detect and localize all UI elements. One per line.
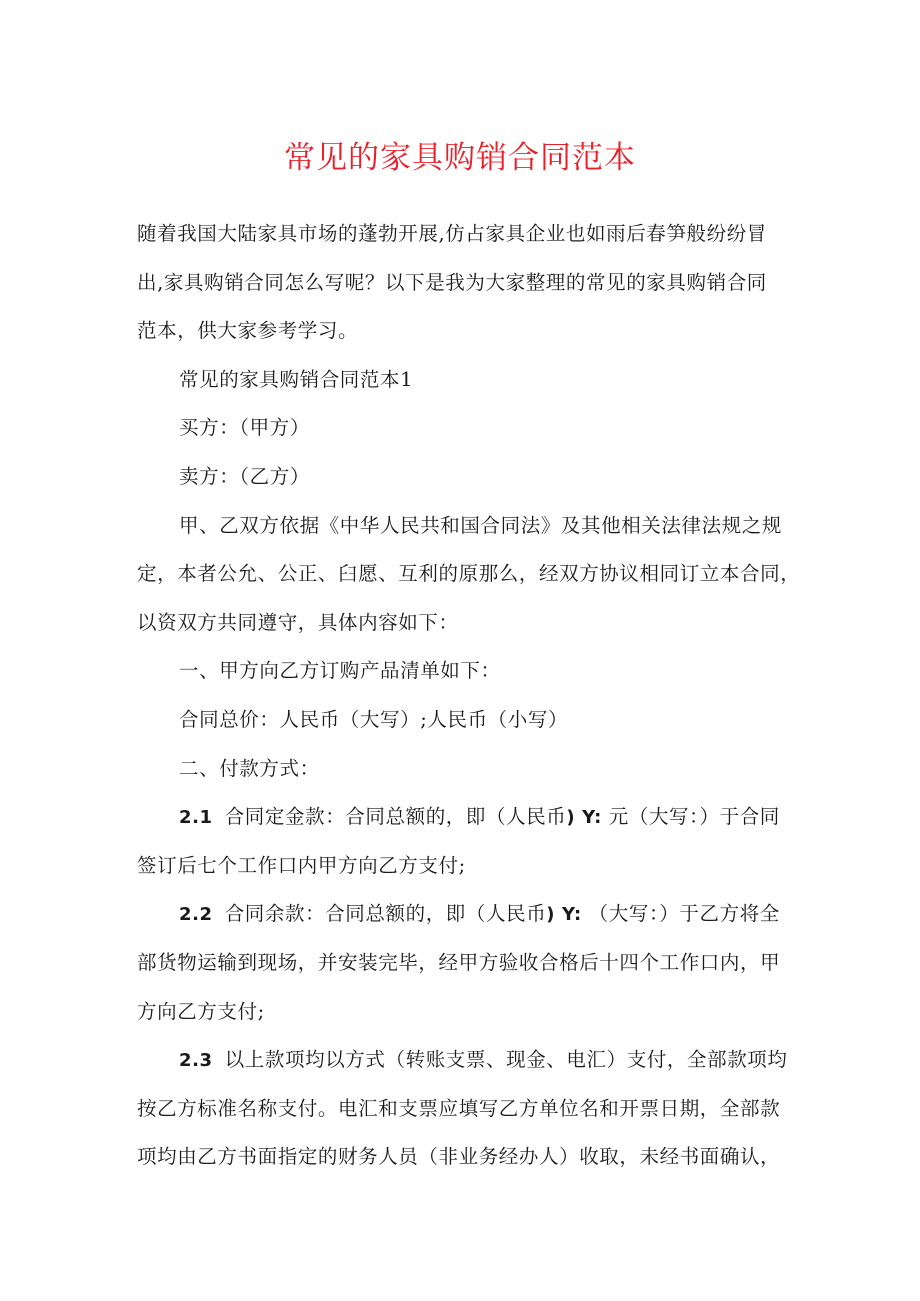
item-2-1-text-c: 元（大写：）于合同 [601,805,780,829]
clause-2-heading: 二、付款方式： [179,756,320,780]
item-2-2-line-1 [137,890,787,939]
item-2-2-line-2: 部货物运输到现场，并安装完毕，经甲方验收合格后十四个工作口内，甲 [137,950,781,974]
intro-line-1: 随着我国大陆家具市场的蓬勃开展,仿占家具企业也如雨后春笋般纷纷冒 [137,222,767,245]
item-2-1-text-b: ) Y: [566,807,602,829]
intro-line-3: 范本，供大家参考学习。 [137,319,359,343]
clause-1-heading: 一、甲方向乙方订购产品清单如下： [179,659,501,683]
item-2-2-number: 2.2 [179,904,213,926]
total-price-line: 合同总价：人民币（大写）;人民币（小写） [179,707,569,731]
item-2-2-text-a: 合同余款：合同总额的，即（人民币 [224,902,547,926]
item-2-2-line-3: 方向乙方支付; [137,999,265,1023]
item-2-3-line-1 [137,1036,787,1085]
item-2-3-number: 2.3 [179,1050,213,1072]
item-2-1-line-1 [137,793,787,842]
item-2-3-text-1: 以上款项均以方式（转账支票、现金、电汇）支付，全部款项均 [224,1048,788,1072]
preamble-line-2: 定，本者公允、公正、臼愿、互利的原那么，经双方协议相同订立本合同， [137,562,801,586]
item-2-2-text-c: （大写：）于乙方将全 [581,902,780,926]
seller-line: 卖方：（乙方） [179,464,310,488]
item-2-3-line-2: 按乙方标准名称支付。电汇和支票应填写乙方单位名和开票日期，全部款 [137,1096,781,1120]
preamble-line-1: 甲、乙双方依据《中华人民共和国合同法》及其他相关法律法规之规 [179,513,783,537]
document-title: 常见的家具购销合同范本 [284,140,636,176]
intro-line-2: 出,家具购销合同怎么写呢？以下是我为大家整理的常见的家具购销合同 [137,270,767,294]
section-title: 常见的家具购销合同范本1 [179,367,414,391]
item-2-2-text-b: ) Y: [546,904,582,926]
item-2-3-line-3: 项均由乙方书面指定的财务人员（非业务经办人）收取，未经书面确认， [137,1145,781,1169]
buyer-line: 买方：（甲方） [179,416,310,440]
item-2-1-text-a: 合同定金款：合同总额的，即（人民币 [224,805,567,829]
preamble-line-3: 以资双方共同遵守，具体内容如下： [137,610,459,634]
item-2-1-line-2: 签订后七个工作口内甲方向乙方支付; [137,853,466,877]
item-2-1-number: 2.1 [179,807,213,829]
document-body [137,210,801,1182]
